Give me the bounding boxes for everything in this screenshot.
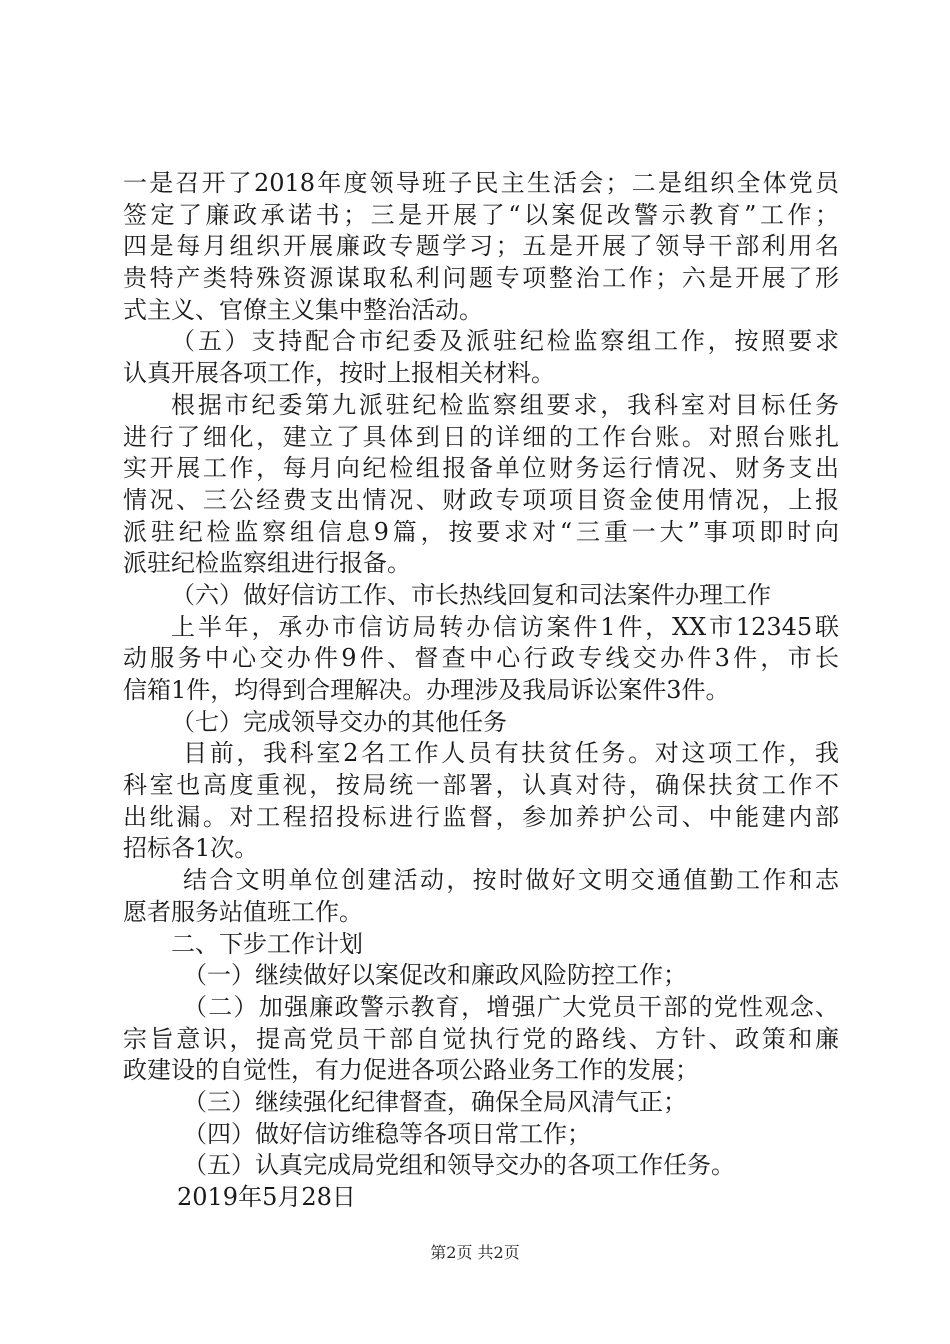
paragraph-line: 政建设的自觉性，有力促进各项公路业务工作的发展； bbox=[123, 1056, 699, 1085]
section-heading-5: （五）支持配合市纪委及派驻纪检监察组工作，按照要求 bbox=[171, 327, 839, 356]
paragraph-line: 式主义、官僚主义集中整治活动。 bbox=[123, 295, 483, 324]
plan-item-2: （二）加强廉政警示教育，增强广大党员干部的党性观念、 bbox=[183, 992, 839, 1021]
document-body bbox=[123, 168, 839, 1214]
paragraph-line: 认真开展各项工作，按时上报相关材料。 bbox=[123, 359, 555, 388]
paragraph-line: 招标各1次。 bbox=[123, 834, 259, 863]
paragraph-line: 科室也高度重视，按局统一部署，认真对待，确保扶贫工作不 bbox=[123, 771, 839, 800]
paragraph-line: 愿者服务站值班工作。 bbox=[123, 897, 363, 926]
paragraph-line: 动服务中心交办件9件、督查中心行政专线交办件3件，市长 bbox=[123, 644, 839, 673]
paragraph-line: 根据市纪委第九派驻纪检监察组要求，我科室对目标任务 bbox=[171, 390, 839, 419]
paragraph-line: 一是召开了2018年度领导班子民主生活会；二是组织全体党员 bbox=[123, 169, 839, 197]
document-date: 2019年5月28日 bbox=[177, 1183, 356, 1211]
section-heading-6: （六）做好信访工作、市长热线回复和司法案件办理工作 bbox=[171, 580, 771, 609]
paragraph-line: 进行了细化，建立了具体到日的详细的工作台账。对照台账扎 bbox=[123, 422, 839, 451]
paragraph-line: 实开展工作，每月向纪检组报备单位财务运行情况、财务支出 bbox=[123, 454, 839, 483]
plan-item-1: （一）继续做好以案促改和廉政风险防控工作； bbox=[183, 961, 687, 990]
paragraph-line: 签定了廉政承诺书；三是开展了“以案促改警示教育”工作； bbox=[123, 200, 839, 229]
plan-item-4: （四）做好信访维稳等各项日常工作； bbox=[183, 1119, 591, 1148]
paragraph-line: 出纰漏。对工程招投标进行监督，参加养护公司、中能建内部 bbox=[123, 802, 839, 831]
paragraph-line: 宗旨意识，提高党员干部自觉执行党的路线、方针、政策和廉 bbox=[123, 1024, 839, 1053]
paragraph-line: 贵特产类特殊资源谋取私利问题专项整治工作；六是开展了形 bbox=[123, 264, 839, 293]
paragraph-line: 情况、三公经费支出情况、财政专项项目资金使用情况，上报 bbox=[123, 485, 839, 514]
page-number: 第2页 共2页 bbox=[430, 1243, 520, 1262]
paragraph-line: 目前，我科室2名工作人员有扶贫任务。对这项工作，我 bbox=[183, 739, 839, 768]
paragraph-line: 结合文明单位创建活动，按时做好文明交通值勤工作和志 bbox=[183, 866, 839, 895]
plan-item-3: （三）继续强化纪律督查，确保全局风清气正； bbox=[183, 1087, 687, 1116]
paragraph-line: 四是每月组织开展廉政专题学习；五是开展了领导干部利用名 bbox=[123, 232, 839, 261]
section-heading-7: （七）完成领导交办的其他任务 bbox=[171, 707, 507, 736]
plan-item-5: （五）认真完成局党组和领导交办的各项工作任务。 bbox=[183, 1151, 735, 1180]
section-heading-plan: 二、下步工作计划 bbox=[171, 929, 363, 958]
paragraph-line: 上半年，承办市信访局转办信访案件1件，XX市12345联 bbox=[171, 612, 839, 641]
paragraph-line: 派驻纪检监察组信息9篇，按要求对“三重一大”事项即时向 bbox=[123, 517, 839, 546]
paragraph-line: 信箱1件，均得到合理解决。办理涉及我局诉讼案件3件。 bbox=[123, 676, 730, 704]
paragraph-line: 派驻纪检监察组进行报备。 bbox=[123, 549, 411, 578]
